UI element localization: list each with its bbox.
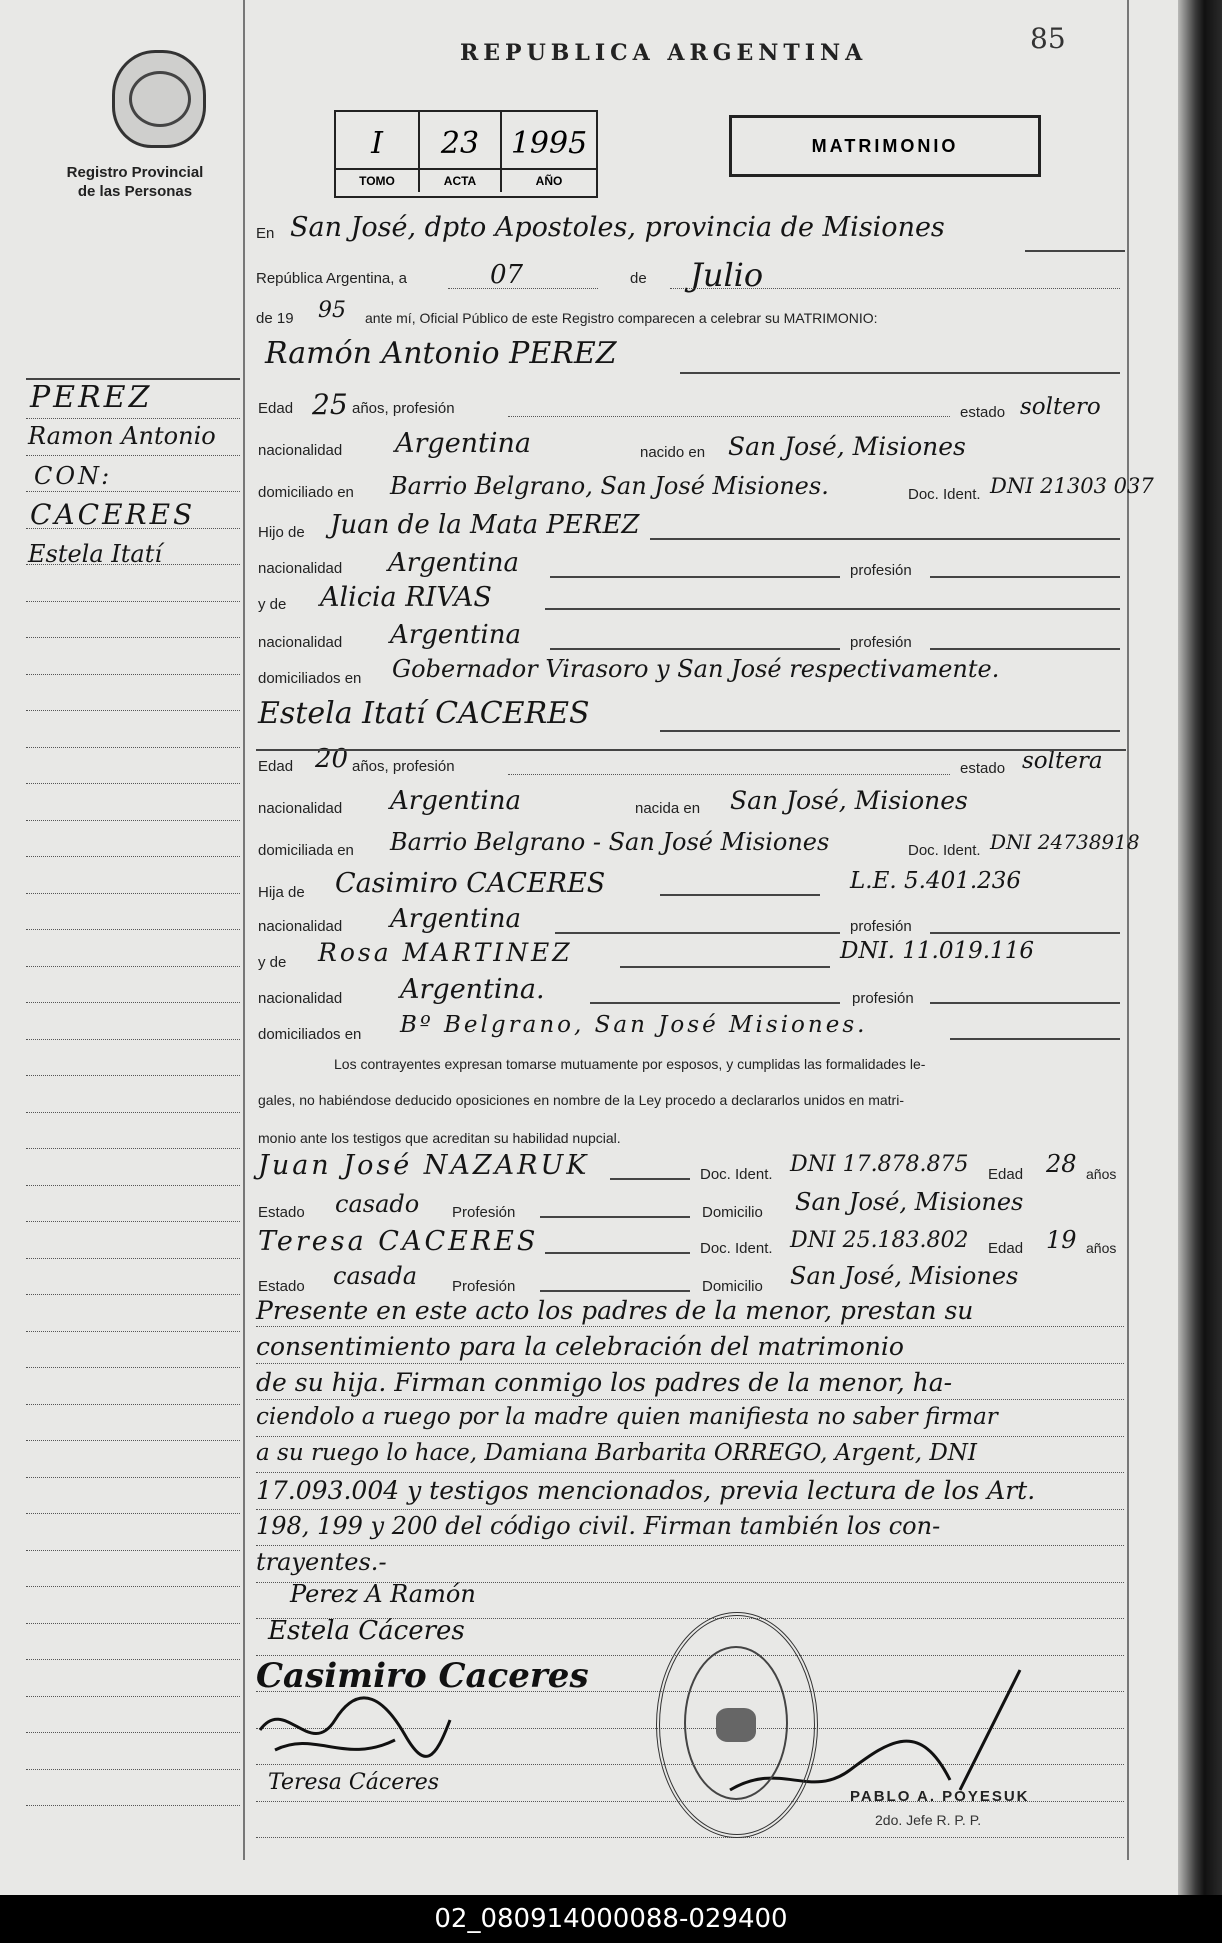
- bride-parents-dom-label: domiciliados en: [258, 1026, 362, 1043]
- groom-estado-label: estado: [960, 404, 1006, 421]
- margin-ruled-line: [26, 1805, 240, 1806]
- groom-father: Juan de la Mata PEREZ: [330, 510, 640, 540]
- margin-ruled-line: [26, 1550, 240, 1551]
- bride-mother-nat-label: nacionalidad: [258, 990, 343, 1007]
- witness-2-anos: años: [1086, 1240, 1117, 1256]
- body-ruled-line: [256, 1363, 1124, 1364]
- margin-column: [26, 0, 241, 1895]
- groom-domicilio-label: domiciliado en: [258, 484, 354, 501]
- body-ruled-line: [256, 1837, 1124, 1838]
- document-id-footer: 02_080914000088-029400: [0, 1895, 1222, 1943]
- day-value: 07: [490, 260, 524, 290]
- en-label: En: [256, 225, 275, 242]
- bride-profesion-label: años, profesión: [352, 758, 455, 775]
- groom-father-line: [650, 538, 1120, 540]
- note-line-1: Presente en este acto los padres de la menor, prestan su: [256, 1296, 974, 1325]
- witness-2-name-line: [545, 1252, 690, 1254]
- bride-yde-label: y de: [258, 954, 287, 971]
- groom-name: Ramón Antonio PEREZ: [265, 336, 617, 371]
- registry-line-1: Registro Provincial: [66, 164, 204, 181]
- note-line-8: trayentes.-: [256, 1548, 387, 1576]
- margin-ruled-line: [26, 1769, 240, 1770]
- bride-doc-label: Doc. Ident.: [908, 842, 981, 859]
- margin-ruled-line: [26, 418, 240, 419]
- witness-2-age: 19: [1046, 1226, 1077, 1254]
- groom-name-line: [680, 372, 1120, 374]
- signature-witness: Teresa Cáceres: [268, 1770, 440, 1795]
- bride-parents-domicile: Bº Belgrano, San José Misiones.: [400, 1012, 868, 1038]
- margin-ruled-line: [26, 929, 240, 930]
- groom-hijo-label: Hijo de: [258, 524, 305, 541]
- witness-2-estado: casada: [333, 1262, 418, 1290]
- bride-nacida-label: nacida en: [635, 800, 701, 817]
- tomo-cell: [336, 112, 420, 192]
- witness-1-domicile: San José, Misiones: [795, 1188, 1024, 1216]
- groom-parents-domicile: Gobernador Virasoro y San José respectivamente.: [392, 655, 1000, 683]
- witness-2-profesion-label: Profesión: [452, 1278, 516, 1295]
- witness-1-name-line: [610, 1178, 690, 1180]
- margin-ruled-line: [26, 1258, 240, 1259]
- bride-father-doc: L.E. 5.401.236: [850, 868, 1022, 894]
- bride-mother-prof-label: profesión: [852, 990, 914, 1007]
- margin-con: CON:: [34, 462, 113, 490]
- note-line-2: consentimiento para la celebración del matrimonio: [256, 1332, 904, 1361]
- month-line: [670, 288, 1120, 289]
- tomo-value: I: [371, 126, 383, 161]
- bride-mother-nat-line: [590, 1002, 840, 1004]
- right-border: [1127, 0, 1129, 1860]
- witness-1-profesion-line: [540, 1216, 690, 1218]
- acta-value: 23: [440, 126, 480, 161]
- groom-father-nationality: Argentina: [388, 548, 519, 578]
- bride-section-rule: [256, 749, 1126, 751]
- bride-mother-doc: DNI. 11.019.116: [840, 938, 1034, 964]
- year-suffix: 95: [318, 298, 346, 323]
- provincial-seal-icon: [112, 50, 206, 148]
- bride-father-nat-label: nacionalidad: [258, 918, 343, 935]
- margin-ruled-line: [26, 1696, 240, 1697]
- margin-ruled-line: [26, 1440, 240, 1441]
- registry-name: [40, 163, 230, 201]
- margin-ruled-line: [26, 1331, 240, 1332]
- witness-2-name: Teresa CACERES: [258, 1226, 539, 1257]
- witness-2-domicilio-label: Domicilio: [702, 1278, 763, 1295]
- page-number: 85: [1030, 22, 1066, 55]
- witness-2-doc-label: Doc. Ident.: [700, 1240, 773, 1257]
- stamp-inner-ring: [684, 1646, 788, 1800]
- margin-ruled-line: [26, 1404, 240, 1405]
- witness-2-domicile: San José, Misiones: [790, 1262, 1019, 1290]
- groom-mother-nat-label: nacionalidad: [258, 634, 343, 651]
- note-line-6: 17.093.004 y testigos mencionados, previa lectura de los Art.: [256, 1476, 1036, 1505]
- margin-ruled-line: [26, 1477, 240, 1478]
- bride-father-prof-line: [930, 932, 1120, 934]
- margin-ruled-line: [26, 966, 240, 967]
- margin-ruled-line: [26, 1732, 240, 1733]
- groom-mother-nat-line: [550, 648, 840, 650]
- margin-ruled-line: [26, 674, 240, 675]
- registry-line-2: de las Personas: [77, 183, 193, 200]
- groom-father-nat-label: nacionalidad: [258, 560, 343, 577]
- signature-scribble-icon: [255, 1690, 455, 1770]
- margin-ruled-line: [26, 1586, 240, 1587]
- month-value: Julio: [690, 256, 764, 294]
- groom-mother-line: [545, 608, 1120, 610]
- witness-1-anos: años: [1086, 1166, 1117, 1182]
- declaration-line-1: Los contrayentes expresan tomarse mutuamente por esposos, y cumplidas las formalidades le-: [334, 1056, 926, 1072]
- note-line-4: ciendolo a ruego por la madre quien manifiesta no saber firmar: [256, 1404, 998, 1430]
- groom-mother-prof-label: profesión: [850, 634, 912, 651]
- place-line: [1025, 250, 1125, 252]
- margin-ruled-line: [26, 1367, 240, 1368]
- groom-profesion-line: [508, 416, 950, 417]
- margin-ruled-line: [26, 856, 240, 857]
- body-ruled-line: [256, 1399, 1124, 1400]
- margin-name-bride: Estela Itatí: [28, 540, 163, 568]
- witness-2-estado-label: Estado: [258, 1278, 305, 1295]
- margin-ruled-line: [26, 1513, 240, 1514]
- registration-box: [334, 110, 598, 198]
- bride-nationality: Argentina: [390, 786, 521, 816]
- margin-ruled-line: [26, 601, 240, 602]
- groom-father-prof-label: profesión: [850, 562, 912, 579]
- bride-mother-line: [620, 966, 830, 968]
- groom-nacido-label: nacido en: [640, 444, 706, 461]
- bride-age: 20: [315, 744, 349, 774]
- act-type-box: MATRIMONIO: [729, 115, 1041, 177]
- de-label: de: [630, 270, 647, 287]
- officer-title: 2do. Jefe R. P. P.: [875, 1812, 982, 1828]
- republica-label: República Argentina, a: [256, 270, 407, 287]
- witness-1-doc: DNI 17.878.875: [790, 1152, 969, 1177]
- bride-father: Casimiro CACERES: [335, 868, 606, 899]
- bride-estado-label: estado: [960, 760, 1006, 777]
- margin-surname-groom: PEREZ: [30, 380, 153, 415]
- margin-ruled-line: [26, 747, 240, 748]
- groom-profesion-label: años, profesión: [352, 400, 455, 417]
- bride-estado: soltera: [1022, 748, 1103, 774]
- groom-birthplace: San José, Misiones: [728, 432, 966, 461]
- acta-label: ACTA: [420, 168, 500, 192]
- acta-cell: [420, 112, 502, 192]
- groom-domicile: Barrio Belgrano, San José Misiones.: [390, 472, 829, 500]
- body-ruled-line: [256, 1545, 1124, 1546]
- margin-ruled-line: [26, 893, 240, 894]
- groom-mother-nationality: Argentina: [390, 620, 521, 650]
- margin-surname-bride: CACERES: [30, 498, 196, 531]
- witness-2-edad-label: Edad: [988, 1240, 1024, 1257]
- margin-ruled-line: [26, 455, 240, 456]
- bride-hija-label: Hija de: [258, 884, 305, 901]
- bride-father-nationality: Argentina: [390, 904, 521, 934]
- margin-ruled-line: [26, 1112, 240, 1113]
- bride-mother-prof-line: [930, 1002, 1120, 1004]
- margin-ruled-line: [26, 1659, 240, 1660]
- year-prefix: de 19: [256, 310, 294, 327]
- groom-nationality: Argentina: [395, 428, 532, 459]
- witness-1-estado-label: Estado: [258, 1204, 305, 1221]
- country-title: REPUBLICA ARGENTINA: [460, 40, 868, 66]
- bride-birthplace: San José, Misiones: [730, 786, 968, 815]
- bride-father-prof-label: profesión: [850, 918, 912, 935]
- witness-1-doc-label: Doc. Ident.: [700, 1166, 773, 1183]
- bride-father-line: [660, 894, 820, 896]
- witness-1-profesion-label: Profesión: [452, 1204, 516, 1221]
- body-ruled-line: [256, 1436, 1124, 1437]
- margin-ruled-line: [26, 1221, 240, 1222]
- bride-mother: Rosa MARTINEZ: [318, 938, 573, 967]
- groom-nacionalidad-label: nacionalidad: [258, 442, 343, 459]
- ano-value: 1995: [510, 126, 588, 161]
- margin-ruled-line: [26, 1148, 240, 1149]
- note-line-5: a su ruego lo hace, Damiana Barbarita ORREGO, Argent, DNI: [256, 1440, 977, 1466]
- groom-mother-prof-line: [930, 648, 1120, 650]
- groom-doc-label: Doc. Ident.: [908, 486, 981, 503]
- column-divider: [243, 0, 245, 1860]
- place-value: San José, dpto Apostoles, provincia de Misiones: [290, 212, 945, 243]
- bride-profesion-line: [508, 774, 950, 775]
- bride-domicilio-label: domiciliada en: [258, 842, 354, 859]
- groom-edad-label: Edad: [258, 400, 294, 417]
- officer-name: PABLO A. POYESUK: [850, 1788, 1030, 1805]
- margin-ruled-line: [26, 1623, 240, 1624]
- witness-2-doc: DNI 25.183.802: [790, 1228, 969, 1253]
- witness-2-profesion-line: [540, 1290, 690, 1292]
- witness-1-estado: casado: [335, 1190, 420, 1218]
- margin-ruled-line: [26, 710, 240, 711]
- margin-ruled-line: [26, 637, 240, 638]
- groom-mother: Alicia RIVAS: [320, 582, 492, 613]
- signature-bride: Estela Cáceres: [268, 1616, 465, 1646]
- witness-1-domicilio-label: Domicilio: [702, 1204, 763, 1221]
- margin-ruled-line: [26, 1039, 240, 1040]
- signature-father: Casimiro Caceres: [256, 1656, 589, 1696]
- margin-name-groom: Ramon Antonio: [28, 422, 216, 450]
- comparecen-text: ante mí, Oficial Público de este Registro comparecen a celebrar su MATRIMONIO:: [365, 310, 878, 326]
- groom-estado: soltero: [1020, 394, 1101, 420]
- margin-ruled-line: [26, 1294, 240, 1295]
- bride-father-nat-line: [555, 932, 840, 934]
- witness-1-edad-label: Edad: [988, 1166, 1024, 1183]
- body-ruled-line: [256, 1509, 1124, 1510]
- bride-nacionalidad-label: nacionalidad: [258, 800, 343, 817]
- declaration-line-2: gales, no habiéndose deducido oposiciones en nombre de la Ley procedo a declararlos unidos en matri-: [258, 1092, 904, 1108]
- margin-ruled-line: [26, 783, 240, 784]
- groom-yde-label: y de: [258, 596, 287, 613]
- witness-1-age: 28: [1046, 1150, 1077, 1178]
- margin-ruled-line: [26, 820, 240, 821]
- margin-ruled-line: [26, 491, 240, 492]
- groom-parents-dom-label: domiciliados en: [258, 670, 362, 687]
- declaration-line-3: monio ante los testigos que acreditan su habilidad nupcial.: [258, 1130, 621, 1146]
- groom-age: 25: [312, 388, 348, 421]
- official-stamp: [656, 1612, 818, 1838]
- tomo-label: TOMO: [336, 168, 418, 192]
- note-line-7: 198, 199 y 200 del código civil. Firman también los con-: [256, 1512, 941, 1540]
- margin-ruled-line: [26, 1185, 240, 1186]
- body-ruled-line: [256, 1472, 1124, 1473]
- stamp-emblem-icon: [716, 1708, 756, 1742]
- bride-name: Estela Itatí CACERES: [258, 696, 590, 731]
- bride-domicile: Barrio Belgrano - San José Misiones: [390, 828, 830, 856]
- groom-father-prof-line: [930, 576, 1120, 578]
- note-line-3: de su hija. Firman conmigo los padres de la menor, ha-: [256, 1368, 953, 1397]
- witness-1-name: Juan José NAZARUK: [258, 1150, 590, 1181]
- bride-name-line: [660, 730, 1120, 732]
- signature-groom: Perez A Ramón: [290, 1580, 476, 1608]
- body-ruled-line: [256, 1326, 1124, 1327]
- ano-cell: [502, 112, 596, 192]
- groom-doc: DNI 21303 037: [990, 474, 1154, 498]
- margin-ruled-line: [26, 1075, 240, 1076]
- bride-edad-label: Edad: [258, 758, 294, 775]
- book-binding: [1178, 0, 1222, 1895]
- groom-father-nat-line: [550, 576, 840, 578]
- bride-doc: DNI 24738918: [990, 830, 1140, 854]
- bride-mother-nationality: Argentina.: [400, 974, 545, 1005]
- margin-ruled-line: [26, 1002, 240, 1003]
- ano-label: AÑO: [502, 168, 596, 192]
- bride-parents-dom-line: [950, 1038, 1120, 1040]
